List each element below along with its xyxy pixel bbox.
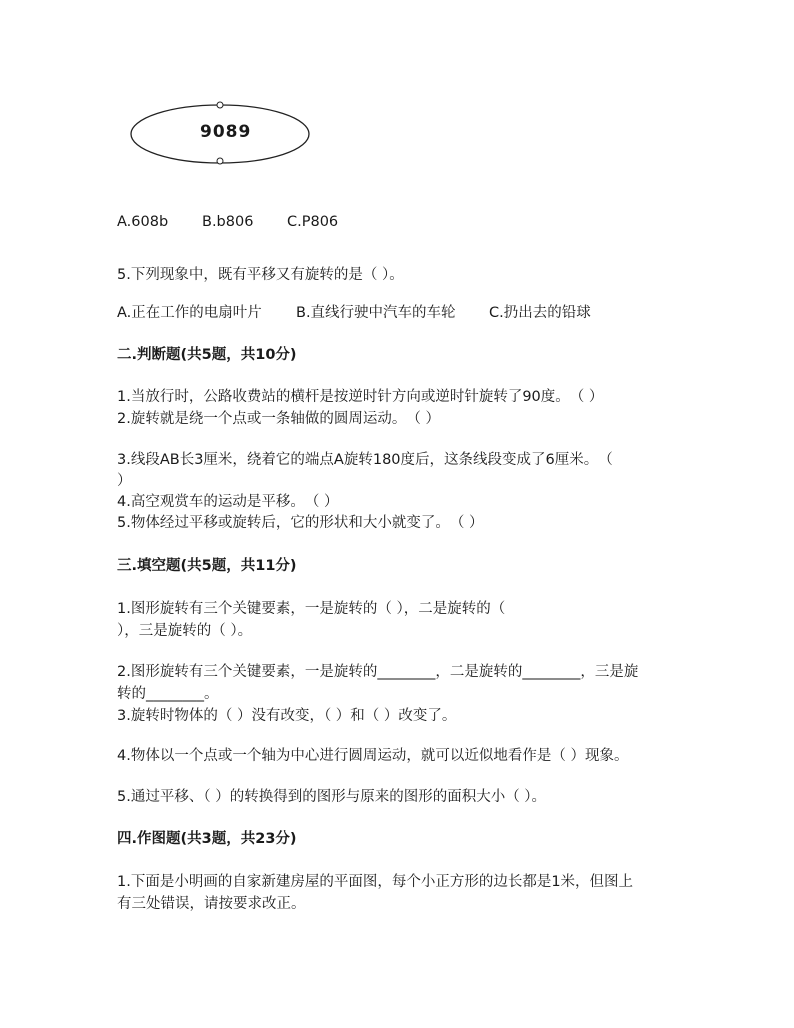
section3-item-3: 3.旋转时物体的（ ）没有改变，（ ）和（ ）改变了。 <box>117 708 457 724</box>
section3-title: 三.填空题(共5题，共11分) <box>117 558 297 574</box>
section2-item-3-cont: ） <box>117 473 132 489</box>
section3-item-1: 1.图形旋转有三个关键要素，一是旋转的（ ），二是旋转的（ <box>117 601 506 617</box>
q4-option-b: B.b806 <box>202 214 254 230</box>
section3-item-1-cont: ），三是旋转的（ ）。 <box>117 623 253 639</box>
q4-option-a: A.608b <box>117 214 169 230</box>
section4-item-1: 1.下面是小明画的自家新建房屋的平面图，每个小正方形的边长都是1米，但图上 <box>117 874 634 890</box>
section3-item-4: 4.物体以一个点或一个轴为中心进行圆周运动，就可以近似地看作是（ ）现象。 <box>117 748 629 764</box>
section4-title: 四.作图题(共3题，共23分) <box>117 831 297 847</box>
q5-question: 5.下列现象中，既有平移又有旋转的是（ ）。 <box>117 267 404 283</box>
section2-item-4: 4.高空观赏车的运动是平移。 （ ） <box>117 494 339 510</box>
q5-option-b: B.直线行驶中汽车的车轮 <box>296 305 456 321</box>
rotation-figure <box>127 100 317 172</box>
section3-item-2: 2.图形旋转有三个关键要素，一是旋转的________，二是旋转的________，三是旋 <box>117 664 639 680</box>
section2-item-2: 2.旋转就是绕一个点或一条轴做的圆周运动。 （ ） <box>117 411 440 427</box>
section2-item-1: 1.当放行时，公路收费站的横杆是按逆时针方向或逆时针旋转了90度。 （ ） <box>117 389 604 405</box>
section2-title: 二.判断题(共5题，共10分) <box>117 347 297 363</box>
q5-option-c: C.扔出去的铅球 <box>489 305 591 321</box>
q5-option-a: A.正在工作的电扇叶片 <box>117 305 262 321</box>
q4-option-c: C.P806 <box>287 214 339 230</box>
section2-item-5: 5.物体经过平移或旋转后，它的形状和大小就变了。 （ ） <box>117 515 484 531</box>
section3-item-5: 5.通过平移、（ ）的转换得到的图形与原来的图形的面积大小（ ）。 <box>117 789 547 805</box>
section3-item-2-cont: 转的________。 <box>117 686 219 702</box>
figure-number: 9089 <box>200 122 252 142</box>
section4-item-1-cont: 有三处错误，请按要求改正。 <box>117 896 306 912</box>
section2-item-3: 3.线段AB长3厘米，绕着它的端点A旋转180度后，这条线段变成了6厘米。 （ <box>117 452 613 468</box>
